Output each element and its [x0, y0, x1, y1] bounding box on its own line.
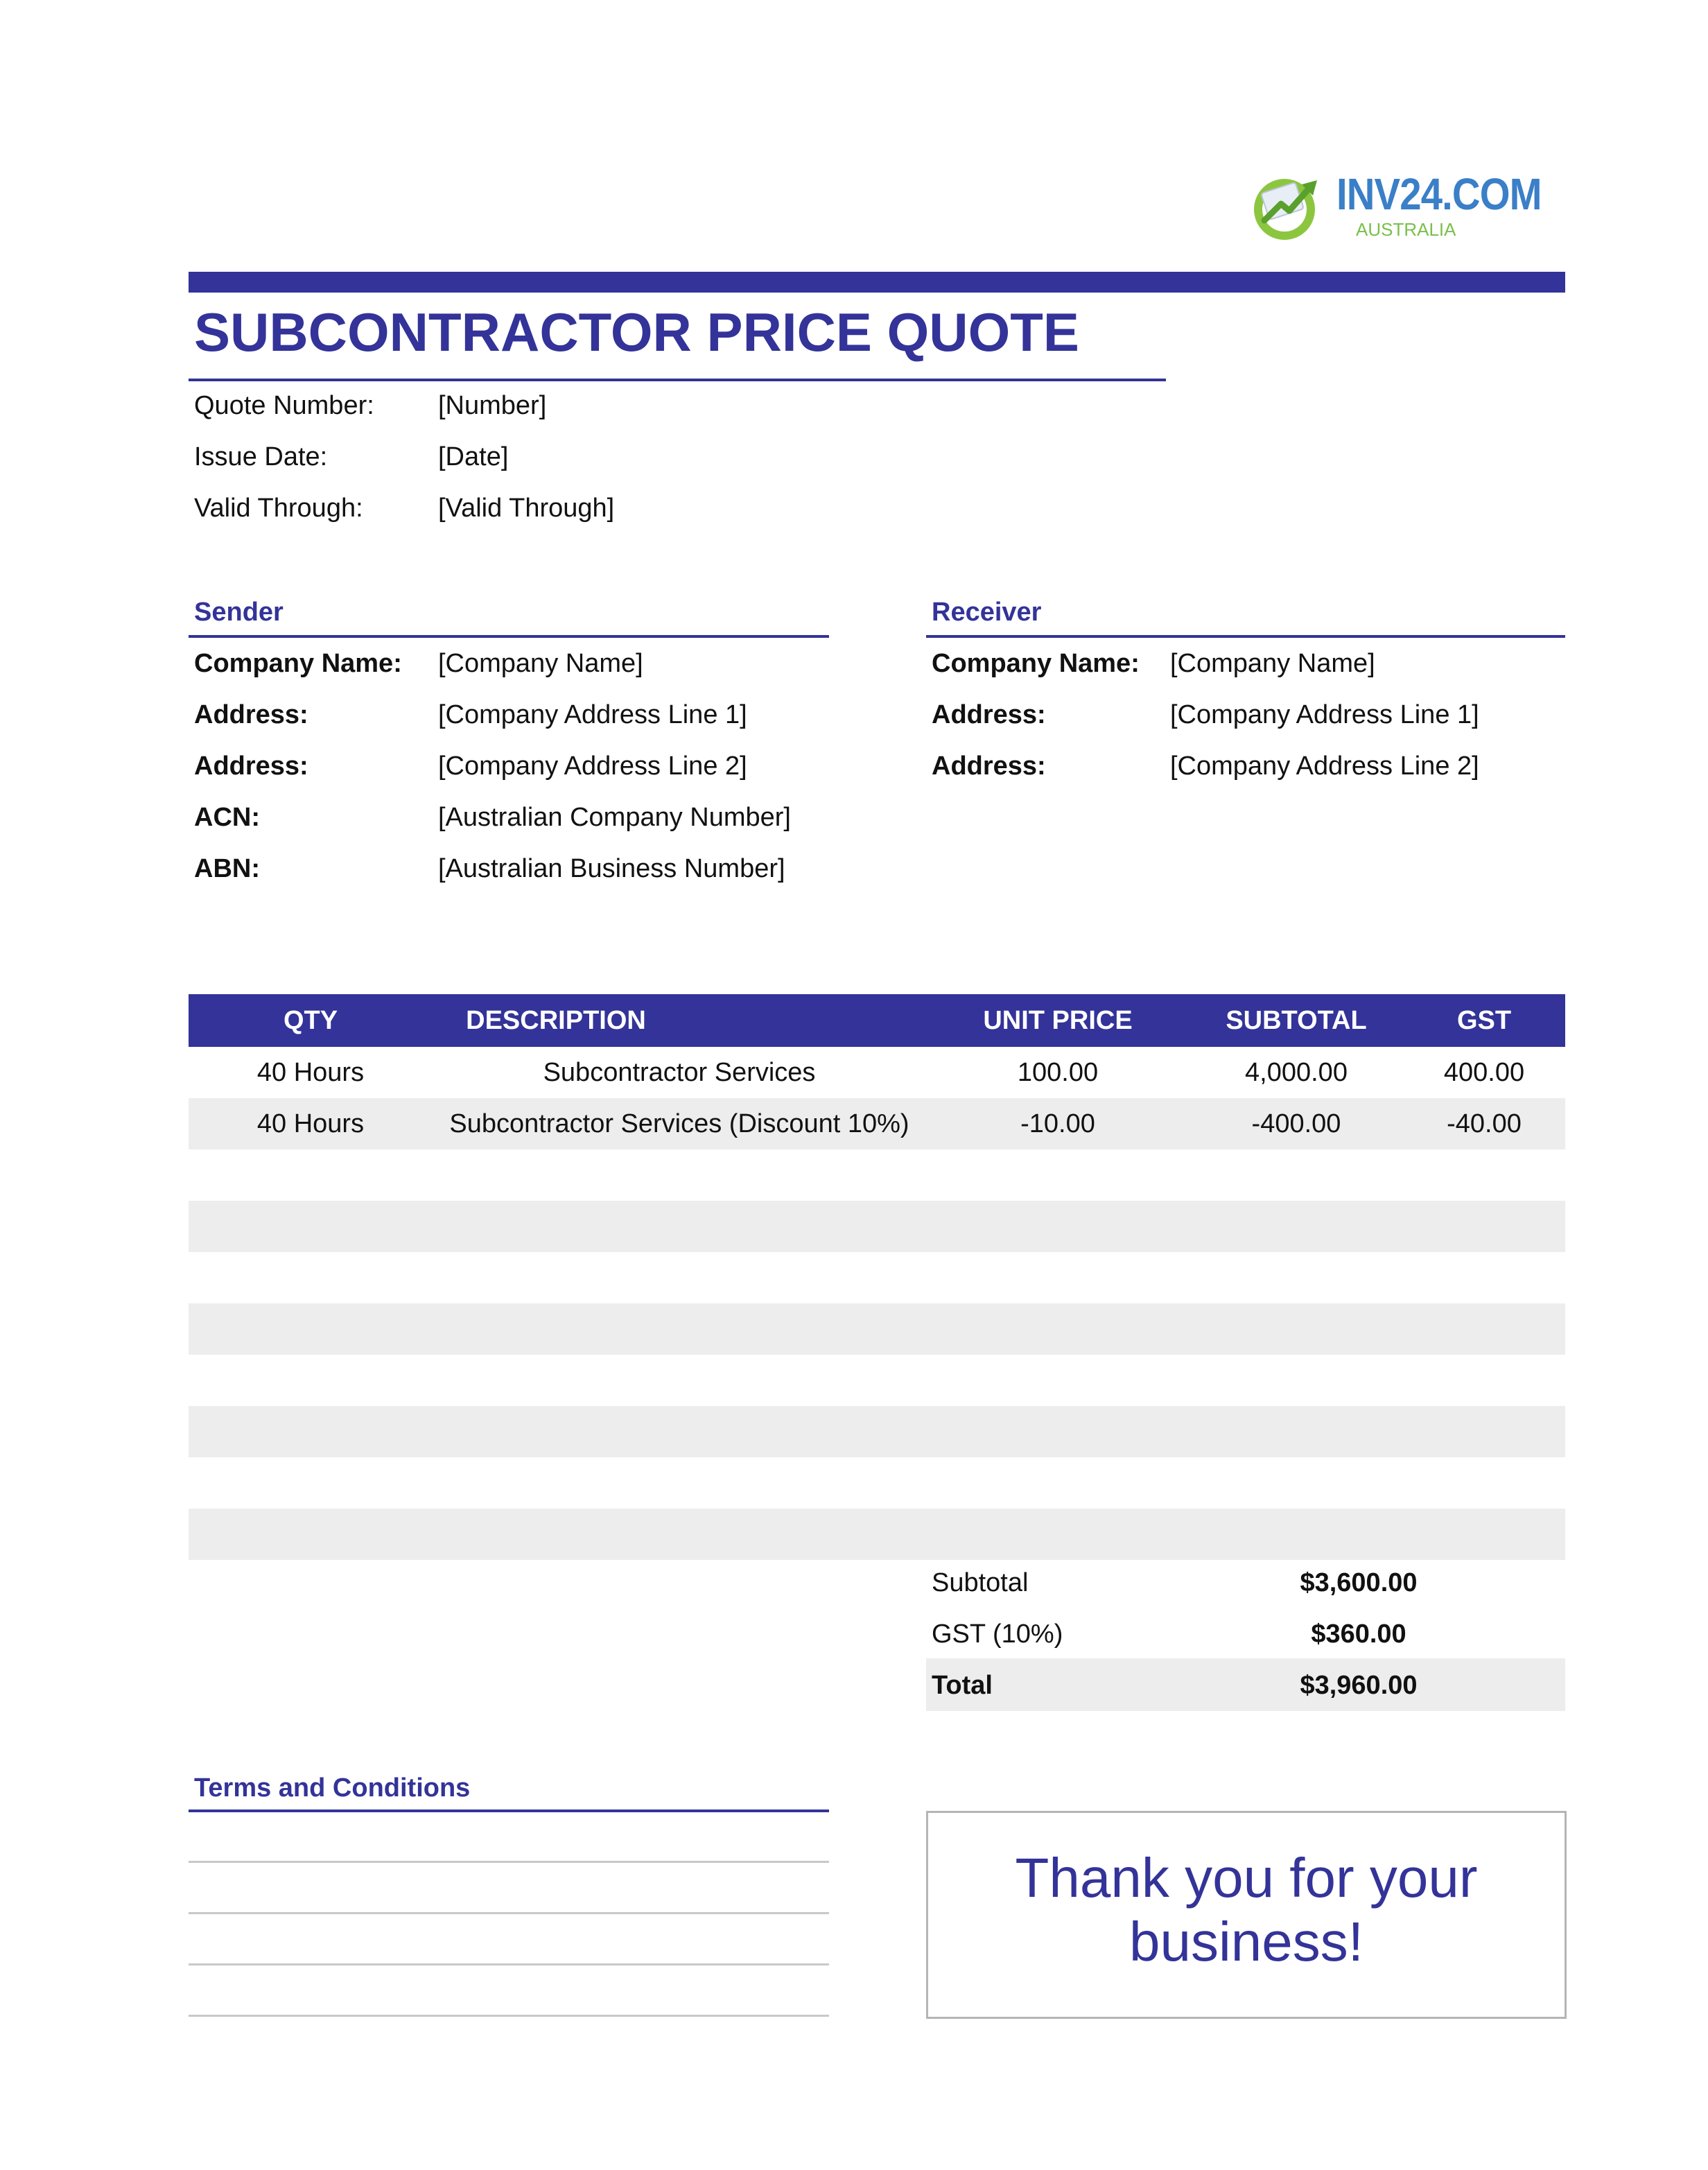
sender-acn-value: [Australian Company Number]: [438, 803, 791, 832]
document-title: SUBCONTRACTOR PRICE QUOTE: [194, 302, 1079, 363]
table-header: [189, 994, 1565, 1047]
sender-address1-value: [Company Address Line 1]: [438, 700, 747, 729]
company-logo: [1246, 159, 1542, 250]
gst-label: GST (10%): [932, 1620, 1063, 1649]
sender-abn-value: [Australian Business Number]: [438, 854, 785, 883]
row-1-gst: 400.00: [1443, 1058, 1525, 1087]
issue-date-label: Issue Date:: [194, 442, 328, 471]
sender-address2-label: Address:: [194, 752, 308, 781]
sender-company-label: Company Name:: [194, 649, 402, 678]
logo-arrow-icon: [1246, 166, 1330, 243]
receiver-company-value: [Company Name]: [1170, 649, 1375, 678]
subtotal-value: $3,600.00: [1300, 1568, 1418, 1597]
sender-heading: Sender: [194, 598, 284, 627]
terms-line: [189, 1963, 829, 1965]
receiver-address2-label: Address:: [932, 752, 1046, 781]
quote-number-value: [Number]: [438, 391, 547, 420]
valid-through-value: [Valid Through]: [438, 494, 615, 523]
table-row-empty: [189, 1201, 1565, 1252]
row-1-description: Subcontractor Services: [543, 1058, 816, 1087]
receiver-divider: [926, 635, 1565, 638]
column-header-gst: GST: [1456, 1006, 1512, 1035]
logo-text: INV24.COM: [1336, 169, 1542, 219]
logo-subtext: AUSTRALIA: [1356, 219, 1456, 240]
row-1-subtotal: 4,000.00: [1245, 1058, 1348, 1087]
header-accent-bar: [189, 272, 1565, 293]
table-row-empty: [189, 1509, 1565, 1560]
row-2-description: Subcontractor Services (Discount 10%): [449, 1109, 909, 1138]
quote-number-label: Quote Number:: [194, 391, 374, 420]
receiver-address2-value: [Company Address Line 2]: [1170, 752, 1479, 781]
column-header-description: DESCRIPTION: [466, 1006, 646, 1035]
column-header-qty: QTY: [283, 1006, 338, 1035]
receiver-company-label: Company Name:: [932, 649, 1140, 678]
receiver-address1-label: Address:: [932, 700, 1046, 729]
terms-line: [189, 2015, 829, 2017]
total-value: $3,960.00: [1300, 1671, 1418, 1700]
sender-abn-label: ABN:: [194, 854, 260, 883]
terms-line: [189, 1912, 829, 1914]
column-header-unit-price: UNIT PRICE: [983, 1006, 1133, 1035]
sender-company-value: [Company Name]: [438, 649, 643, 678]
row-1-unit-price: 100.00: [1017, 1058, 1099, 1087]
sender-divider: [189, 635, 829, 638]
row-2-qty: 40 Hours: [256, 1109, 365, 1138]
row-2-unit-price: -10.00: [1020, 1109, 1095, 1138]
valid-through-label: Valid Through:: [194, 494, 363, 523]
column-header-subtotal: SUBTOTAL: [1226, 1006, 1367, 1035]
row-2-gst: -40.00: [1447, 1109, 1522, 1138]
subtotal-label: Subtotal: [932, 1568, 1029, 1597]
gst-value: $360.00: [1311, 1620, 1406, 1649]
row-2-subtotal: -400.00: [1251, 1109, 1341, 1138]
sender-address2-value: [Company Address Line 2]: [438, 752, 747, 781]
receiver-heading: Receiver: [932, 598, 1042, 627]
receiver-address1-value: [Company Address Line 1]: [1170, 700, 1479, 729]
thank-you-box: [926, 1811, 1567, 2019]
terms-divider: [189, 1809, 829, 1812]
table-row-empty: [189, 1303, 1565, 1355]
sender-acn-label: ACN:: [194, 803, 260, 832]
table-row-empty: [189, 1406, 1565, 1457]
terms-line: [189, 1861, 829, 1863]
issue-date-value: [Date]: [438, 442, 509, 471]
total-label: Total: [932, 1671, 993, 1700]
row-1-qty: 40 Hours: [256, 1058, 365, 1087]
terms-heading: Terms and Conditions: [194, 1773, 471, 1803]
title-divider: [189, 379, 1166, 381]
thank-you-message: Thank you for your business!: [1015, 1847, 1478, 1972]
sender-address1-label: Address:: [194, 700, 308, 729]
